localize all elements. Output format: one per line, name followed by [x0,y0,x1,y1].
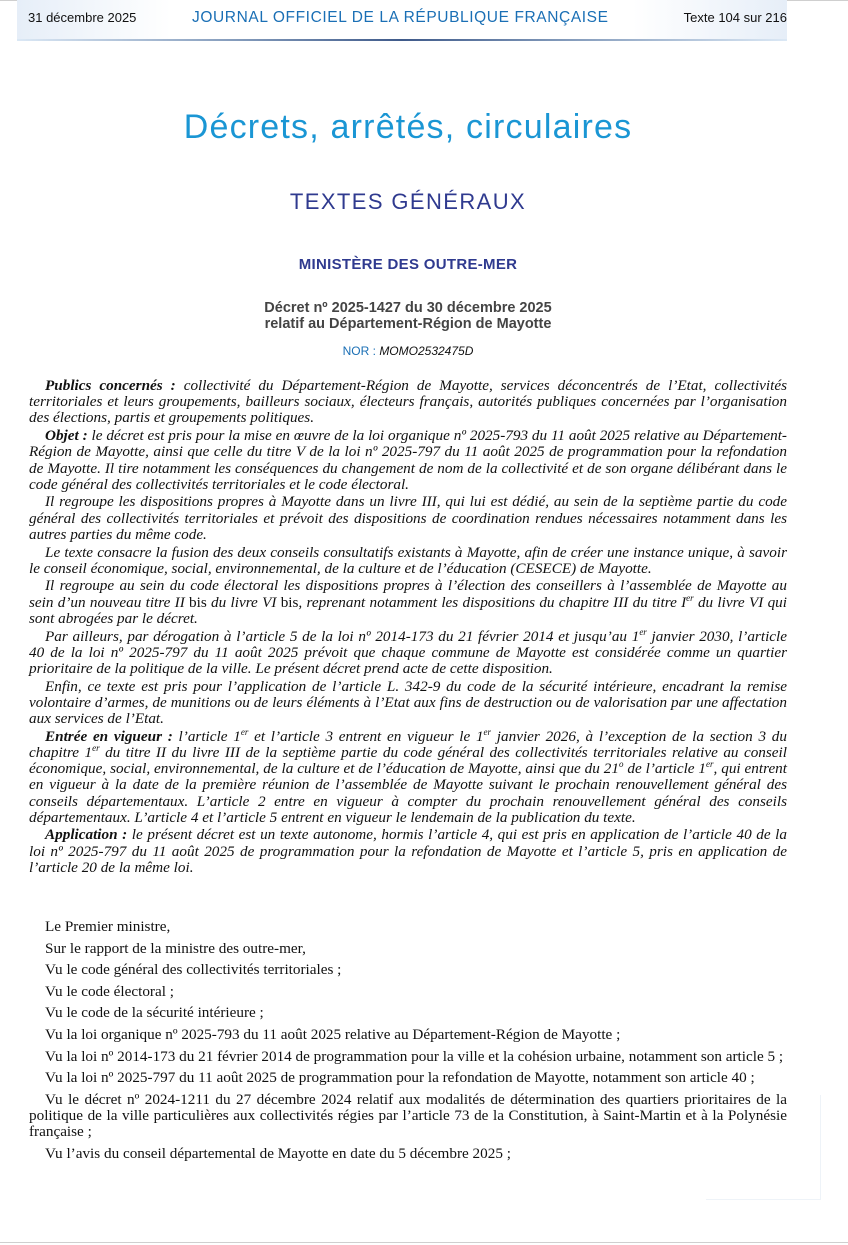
visa-item: Vu la loi organique nº 2025-793 du 11 août 2025 relative au Département-Région de Mayotte ; [45,1025,621,1043]
notice-objet: Objet : le décret est pris pour la mise en œuvre de la loi organique nº 2025-793 du 11 août 2025 relative au Département-Région de Mayotte, ainsi que celle du titre V de la loi nº 2025-797 du 11 août 2025 de programmation pour la refondation de Mayotte. Il tire notamment les conséquences du changement de nom de la collectivité et de son organe délibérant dans le code général des collectivités territoriales et le code électoral. [29,427,787,493]
notice-code-electoral: Il regroupe au sein du code électoral les dispositions propres à l’élection des conseillers à l’assemblée de Mayotte au sein d’un nouveau titre II bis du livre VI bis, reprenant notamment les dispositions du chapitre III du titre Ier du livre VI qui sont abrogées par le décret. [29,577,787,627]
faint-frame [706,1095,821,1200]
publication-date: 31 décembre 2025 [28,10,137,25]
notice-publics: Publics concernés : collectivité du Département-Région de Mayotte, services déconcentrés de l’Etat, collectivités territoriales et leurs groupements, bailleurs sociaux, électeurs français, autorités publiques concernées par l’organisation des élections, partis et groupements politiques. [29,377,787,427]
application-label: Application : [45,826,128,844]
section-title: Décrets, arrêtés, circulaires [183,108,633,146]
notice-cesece: Le texte consacre la fusion des deux conseils consultatifs existants à Mayotte, afin de créer une instance unique, à savoir le conseil économique, social, environnemental, de la culture et de l’éducation (CESECE) de Mayotte. [29,543,787,577]
visa-item: Le Premier ministre, [45,918,171,935]
visa-item: Vu le code général des collectivités territoriales ; [45,961,342,979]
text-counter: Texte 104 sur 216 [683,10,787,25]
nor-reference [0,344,816,358]
visa-item: Vu la loi nº 2025-797 du 11 août 2025 de programmation pour la refondation de Mayotte, notamment son article 40 ; [45,1069,755,1087]
decree-title-line1: Décret nº 2025-1427 du 30 décembre 2025 [264,300,552,316]
visa-item: Vu l’avis du conseil départemental de Mayotte en date du 5 décembre 2025 ; [45,1144,511,1162]
decree-title-line2: relatif au Département-Région de Mayotte [264,316,552,332]
nor-code: MOMO2532475D [379,344,474,358]
visa-item: Vu le décret nº 2024-1211 du 27 décembre 2024 relatif aux modalités de détermination des quartiers prioritaires de la politique de la ville particulières aux collectivités régies par l’article 73 de la Constitution, à Saint-Martin et à la Polynésie française ; [29,1090,787,1141]
decree-notice [29,378,787,878]
decree-title [0,300,816,332]
subsection-title: TEXTES GÉNÉRAUX [289,189,527,214]
visa-item: Vu le code de la sécurité intérieure ; [45,1004,264,1022]
visas-list [29,919,787,1167]
notice-derogation: Par ailleurs, par dérogation à l’article 5 de la loi nº 2014-173 du 21 février 2014 et jusqu’au 1er janvier 2030, l’article 40 de la loi nº 2025-797 du 11 août 2025 prévoit que chaque commune de Mayotte est considérée comme un quartier prioritaire de la politique de la ville. Le présent décret prend acte de cette disposition. [29,626,787,677]
header-divider [17,39,787,41]
notice-application: Application : le présent décret est un texte autonome, hormis l’article 4, qui est pris en application de l’article 40 de la loi nº 2025-797 du 11 août 2025 de programmation pour la refondation de Mayotte et l’article 5, pris en application de l’article 20 de la même loi. [29,826,787,876]
nor-label: NOR : [342,344,380,358]
page-header [17,0,787,40]
page-bottom-border [0,1242,848,1243]
entree-label: Entrée en vigueur : [45,727,173,745]
visa-item: Vu le code électoral ; [45,982,174,1000]
notice-armes: Enfin, ce texte est pris pour l’application de l’article L. 342-9 du code de la sécurité intérieure, encadrant la remise volontaire d’armes, de munitions ou de leurs éléments à l’Etat aux fins de destruction ou de valorisation par une affectation aux services de l’Etat. [29,677,787,728]
visa-item: Sur le rapport de la ministre des outre-mer, [45,939,306,957]
publics-label: Publics concernés : [45,377,176,394]
notice-livre-iii: Il regroupe les dispositions propres à Mayotte dans un livre III, qui lui est dédié, au sein de la septième partie du code général des collectivités territoriales et prévoit des dispositions de coordination rendues nécessaires notamment dans les autres parties du même code. [29,493,787,543]
notice-entree-en-vigueur: Entrée en vigueur : l’article 1er et l’article 3 entrent en vigueur le 1er janvier 2026, à l’exception de la section 3 du chapitre 1er du titre II du livre III de la septième partie du code général des collectivités territoriales relative au conseil économique, social, environnemental, de la culture et de l’éducation de Mayotte, ainsi que du 21$^o$ de l’article 1er, qui entrent en vigueur à la date de la première réunion de l’assemblée de Mayotte suivant le prochain renouvellement général des conseils départementaux. L’article 2 entre en vigueur à compter du prochain renouvellement général des conseils départementaux. L’article 4 et l’article 5 entrent en vigueur le lendemain de la publication du texte. [29,726,787,826]
visa-item: Vu la loi nº 2014-173 du 21 février 2014 de programmation pour la ville et la cohésion urbaine, notamment son article 5 ; [45,1047,784,1065]
journal-name: JOURNAL OFFICIEL DE LA RÉPUBLIQUE FRANÇAISE [192,9,609,26]
ministry-name: MINISTÈRE DES OUTRE-MER [298,256,518,273]
objet-label: Objet : [45,427,88,445]
